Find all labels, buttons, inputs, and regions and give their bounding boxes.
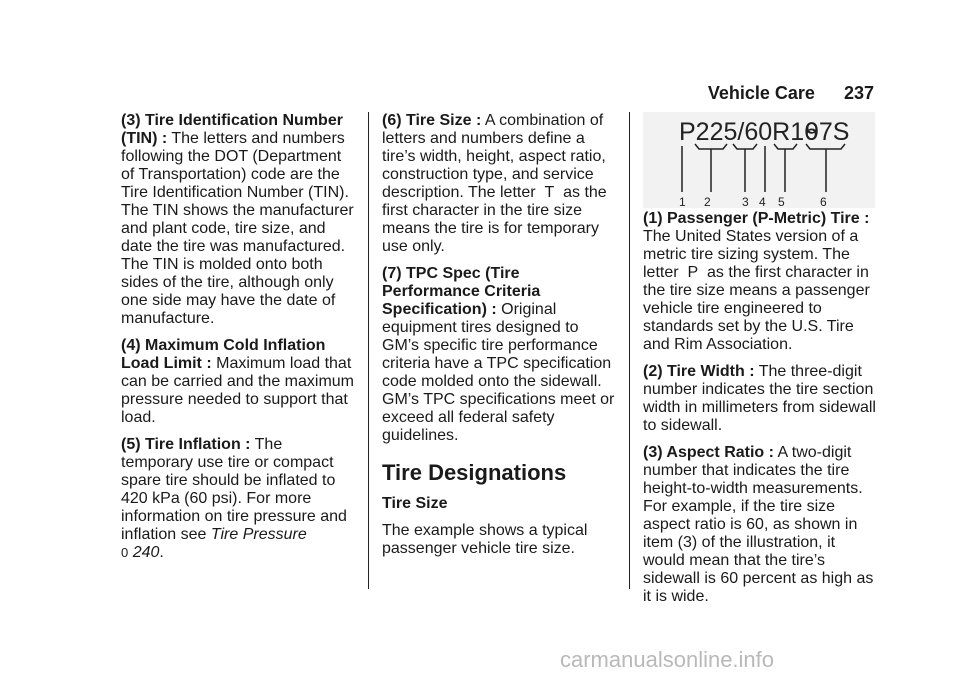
diagram-size-text: P225/60R16 <box>679 118 819 146</box>
heading-tire-designations: Tire Designations <box>382 460 567 485</box>
paragraph-tire-size <box>382 112 618 256</box>
term-tire-inflation: (5) Tire Inflation : <box>121 436 251 453</box>
callout-number-4: 4 <box>759 195 766 208</box>
term-tire-size: (6) Tire Size : <box>382 112 482 129</box>
column-divider-left <box>368 112 369 589</box>
term-aspect-ratio: (3) Aspect Ratio : <box>643 444 774 461</box>
paragraph-tire-inflation <box>121 436 357 562</box>
paragraph-tpc-spec <box>382 265 618 445</box>
paragraph-passenger-tire <box>643 210 879 354</box>
paragraph-max-load <box>121 337 357 427</box>
text-max-load: Maximum load that can be carried and the maximum pressure needed to support that load. <box>121 355 354 426</box>
callout-number-3: 3 <box>742 195 749 208</box>
section-title: Vehicle Care <box>707 83 815 103</box>
term-tire-width: (2) Tire Width : <box>643 363 755 380</box>
text-tire-size: A combination of letters and numbers define a tire’s width, height, aspect ratio, construction type, and service description. The letter T as the first character in the tire size means the tire is for temporary use only. <box>382 112 607 255</box>
page-header <box>708 83 874 104</box>
callout-number-6: 6 <box>820 195 827 208</box>
tire-size-illustration <box>643 112 875 208</box>
diagram-service-text: 97S <box>805 118 850 146</box>
link-tire-pressure[interactable]: Tire Pressure <box>210 526 307 543</box>
text-aspect-ratio: A two-digit number that indicates the tire height-to-width measurements. For example, if the tire size aspect ratio is 60, as shown in item (3) of the illustration, it would mean that the tire’s sidewall is 60 percent as high as it is wide. <box>643 444 874 605</box>
page-ref-number[interactable]: 240 <box>132 544 160 561</box>
text-tire-inflation: The temporary use tire or compact spare tire should be inflated to 420 kPa (60 psi). For more information on tire pressure and inflation see <box>121 436 347 543</box>
term-passenger-tire: (1) Passenger (P-Metric) Tire : <box>643 210 870 227</box>
term-tin: (3) Tire Identification Number (TIN) : <box>121 112 343 147</box>
paragraph-example: The example shows a typical passenger vehicle tire size. <box>382 522 588 557</box>
paragraph-tin <box>121 112 357 328</box>
page-ref-icon: 0 <box>121 545 129 560</box>
column-divider-right <box>629 112 630 589</box>
text-tire-width: The three-digit number indicates the tire section width in millimeters from sidewall to sidewall. <box>643 363 876 434</box>
column-3 <box>643 112 879 615</box>
page-number: 237 <box>843 83 874 103</box>
text-passenger-tire: The United States version of a metric tire sizing system. The letter P as the first character in the tire size means a passenger vehicle tire engineered to standards set by the U.S. Tire and Rim Association. <box>643 228 870 353</box>
term-tpc-spec: (7) TPC Spec (Tire Performance Criteria Specification) : <box>382 265 541 318</box>
watermark: carmanualsonline.info <box>560 647 775 672</box>
callout-number-5: 5 <box>778 195 785 208</box>
paragraph-tire-width <box>643 363 879 435</box>
term-max-load: (4) Maximum Cold Inflation Load Limit : <box>121 337 326 372</box>
callout-number-1: 1 <box>679 195 686 208</box>
period: . <box>159 544 164 561</box>
tire-size-diagram <box>643 112 879 208</box>
subheading-tire-size: Tire Size <box>382 495 448 512</box>
column-1 <box>121 112 357 571</box>
text-tin: The letters and numbers following the DOT (Department of Transportation) code are the Tire Identification Number (TIN). The TIN shows the manufacturer and plant code, tire size, and date the tire was manufactured. The TIN is molded onto both sides of the tire, although only one side may have the date of manufacture. <box>121 130 354 327</box>
column-2 <box>382 112 618 567</box>
paragraph-aspect-ratio <box>643 444 879 606</box>
text-tpc-spec: Original equipment tires designed to GM’s specific tire performance criteria have a TPC specification code molded onto the sidewall. GM’s TPC specifications meet or exceed all federal safety guidelines. <box>382 301 615 444</box>
callout-number-2: 2 <box>704 195 711 208</box>
